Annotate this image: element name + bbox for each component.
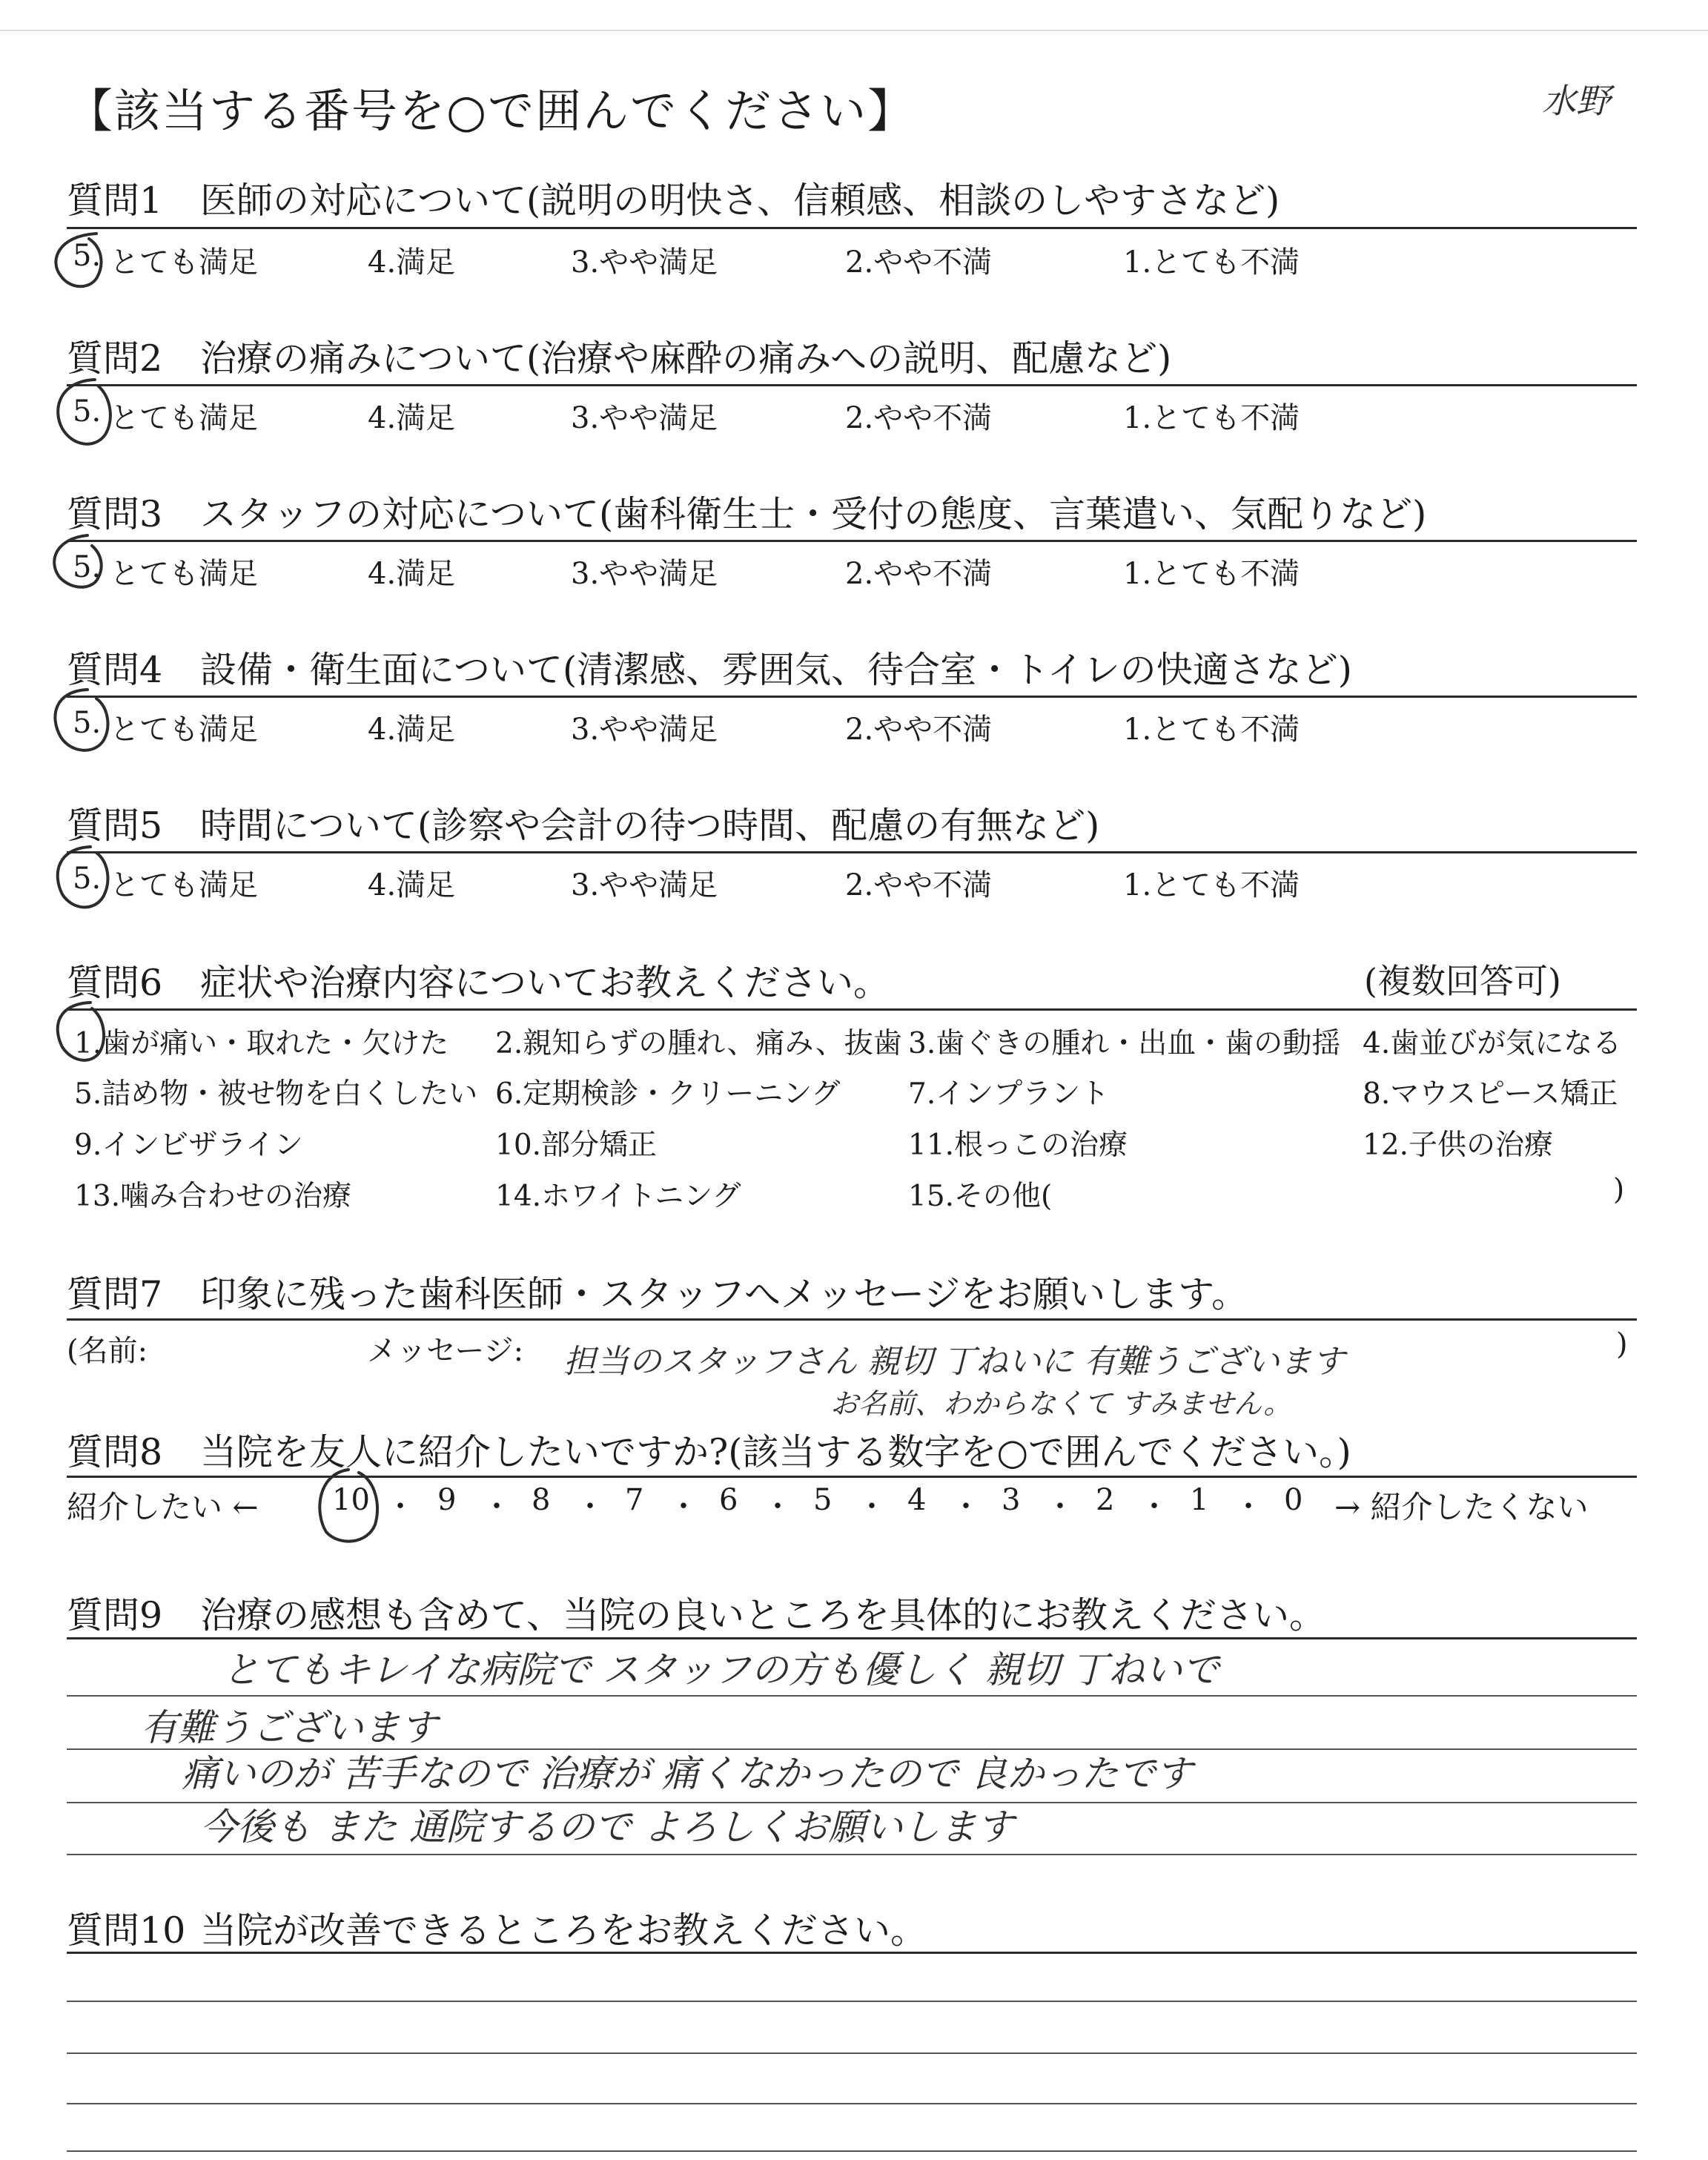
question-7 bbox=[67, 1266, 1248, 1318]
q6-item-8[interactable]: 8.マウスピース矯正 bbox=[1363, 1077, 1618, 1111]
question-6-text: 症状や治療内容についてお教えください。 bbox=[200, 962, 890, 1004]
q9-handwritten-line-3: 痛いのが 苦手なので 治療が 痛くなかったので 良かったです bbox=[182, 1752, 1193, 1795]
q8-separator: ・ bbox=[575, 1490, 605, 1524]
question-10-rule bbox=[67, 1952, 1637, 1954]
option-5-label[interactable]: とても満足 bbox=[110, 868, 258, 902]
question-6 bbox=[67, 954, 890, 1006]
q6-item-14[interactable]: 14.ホワイトニング bbox=[495, 1180, 741, 1213]
question-4-text: 設備・衛生面について(清潔感、雰囲気、待合室・トイレの快適さなど) bbox=[200, 649, 1352, 691]
option-3[interactable]: 3.やや満足 bbox=[571, 557, 718, 591]
option-5-number[interactable]: 5. bbox=[73, 550, 102, 584]
option-3[interactable]: 3.やや満足 bbox=[571, 245, 718, 280]
question-3 bbox=[67, 486, 1426, 538]
q8-separator: ・ bbox=[1045, 1490, 1075, 1524]
question-5 bbox=[67, 797, 1099, 849]
option-5-number[interactable]: 5. bbox=[73, 394, 102, 429]
q8-score-4[interactable]: 4 bbox=[907, 1483, 927, 1517]
q6-item-9[interactable]: 9.インビザライン bbox=[74, 1129, 304, 1162]
respondent-name-handwritten: 水野 bbox=[1542, 81, 1610, 121]
q6-item-3[interactable]: 3.歯ぐきの腫れ・出血・歯の動揺 bbox=[908, 1027, 1341, 1060]
question-2-number: 質問2 bbox=[67, 337, 163, 380]
option-4[interactable]: 4.満足 bbox=[368, 401, 456, 435]
question-6-note: (複数回答可) bbox=[1364, 961, 1561, 1001]
q6-item-10[interactable]: 10.部分矯正 bbox=[495, 1129, 658, 1162]
question-7-number: 質問7 bbox=[67, 1273, 163, 1315]
answer-line bbox=[67, 1854, 1637, 1855]
q6-item-6[interactable]: 6.定期検診・クリーニング bbox=[495, 1077, 841, 1111]
question-9-text: 治療の感想も含めて、当院の良いところを具体的にお教えください。 bbox=[200, 1594, 1326, 1636]
question-5-number: 質問5 bbox=[67, 805, 163, 847]
option-5-number[interactable]: 5. bbox=[73, 706, 102, 740]
question-1-rule bbox=[67, 227, 1637, 229]
option-2[interactable]: 2.やや不満 bbox=[845, 245, 993, 280]
option-3[interactable]: 3.やや満足 bbox=[571, 401, 718, 435]
question-6-number: 質問6 bbox=[67, 962, 163, 1004]
question-5-rule bbox=[67, 851, 1637, 853]
q8-score-5[interactable]: 5 bbox=[813, 1483, 833, 1517]
option-4[interactable]: 4.満足 bbox=[368, 557, 456, 591]
answer-line bbox=[67, 2001, 1637, 2002]
q6-item-2[interactable]: 2.親知らずの腫れ、痛み、抜歯 bbox=[495, 1027, 902, 1060]
question-10-number: 質問10 bbox=[67, 1909, 186, 1952]
question-3-text: スタッフの対応について(歯科衛生士・受付の態度、言葉遣い、気配りなど) bbox=[200, 493, 1427, 535]
question-2-rule bbox=[67, 384, 1637, 386]
q8-separator: ・ bbox=[951, 1490, 981, 1524]
answer-line bbox=[67, 2052, 1637, 2054]
question-10 bbox=[67, 1902, 927, 1954]
option-2[interactable]: 2.やや不満 bbox=[845, 557, 993, 591]
q6-item-15-close: ) bbox=[1613, 1173, 1625, 1206]
q8-score-2[interactable]: 2 bbox=[1096, 1483, 1115, 1517]
q8-score-6[interactable]: 6 bbox=[719, 1483, 738, 1517]
option-2[interactable]: 2.やや不満 bbox=[845, 401, 993, 435]
option-4[interactable]: 4.満足 bbox=[368, 245, 456, 280]
question-7-rule bbox=[67, 1318, 1637, 1321]
question-4-rule bbox=[67, 696, 1637, 698]
question-1 bbox=[67, 172, 1280, 224]
q7-message-handwritten-1: 担当のスタッフさん 親切 丁ねいに 有難うございます bbox=[563, 1343, 1345, 1381]
q6-item-7[interactable]: 7.インプラント bbox=[908, 1077, 1110, 1111]
q9-handwritten-line-1: とてもキレイな病院で スタッフの方も優しく 親切 丁ねいで bbox=[222, 1648, 1219, 1691]
q9-handwritten-line-4: 今後も また 通院するので よろしくお願いします bbox=[200, 1806, 1014, 1849]
question-9-number: 質問9 bbox=[67, 1594, 163, 1636]
option-5-label[interactable]: とても満足 bbox=[110, 713, 258, 747]
q8-score-1[interactable]: 1 bbox=[1190, 1483, 1209, 1517]
q7-close-paren: ) bbox=[1616, 1327, 1628, 1361]
option-1[interactable]: 1.とても不満 bbox=[1123, 713, 1300, 747]
q6-item-4[interactable]: 4.歯並びが気になる bbox=[1363, 1027, 1622, 1060]
question-2-text: 治療の痛みについて(治療や麻酔の痛みへの説明、配慮など) bbox=[200, 337, 1172, 380]
question-8-number: 質問8 bbox=[67, 1431, 163, 1473]
option-2[interactable]: 2.やや不満 bbox=[845, 868, 993, 902]
option-5-number[interactable]: 5. bbox=[73, 862, 102, 896]
question-10-text: 当院が改善できるところをお教えください。 bbox=[200, 1909, 927, 1952]
q8-separator: ・ bbox=[1234, 1490, 1263, 1524]
q9-handwritten-line-2: 有難うございます bbox=[141, 1706, 437, 1749]
option-4[interactable]: 4.満足 bbox=[368, 713, 456, 747]
q8-separator: ・ bbox=[385, 1490, 415, 1524]
option-5-label[interactable]: とても満足 bbox=[110, 557, 258, 591]
option-5-label[interactable]: とても満足 bbox=[110, 245, 258, 280]
question-8-text: 当院を友人に紹介したいですか?(該当する数字を○で囲んでください。) bbox=[200, 1431, 1351, 1473]
question-7-text: 印象に残った歯科医師・スタッフへメッセージをお願いします。 bbox=[200, 1273, 1248, 1315]
option-1[interactable]: 1.とても不満 bbox=[1123, 401, 1300, 435]
q8-separator: ・ bbox=[482, 1490, 512, 1524]
question-9-rule bbox=[67, 1637, 1637, 1639]
q8-separator: ・ bbox=[857, 1490, 887, 1524]
question-4-number: 質問4 bbox=[67, 649, 163, 691]
option-4[interactable]: 4.満足 bbox=[368, 868, 456, 902]
question-8-rule bbox=[67, 1476, 1637, 1478]
q8-score-3[interactable]: 3 bbox=[1002, 1483, 1021, 1517]
q7-message-label: メッセージ: bbox=[367, 1334, 524, 1368]
option-1[interactable]: 1.とても不満 bbox=[1123, 557, 1300, 591]
q8-right-label: → 紹介したくない bbox=[1334, 1489, 1589, 1525]
option-1[interactable]: 1.とても不満 bbox=[1123, 245, 1300, 280]
q8-score-10[interactable]: 10 bbox=[332, 1483, 370, 1517]
option-5-number[interactable]: 5. bbox=[73, 239, 102, 273]
answer-line bbox=[67, 2150, 1637, 2152]
q8-separator: ・ bbox=[1139, 1490, 1169, 1524]
q7-name-label: (名前: bbox=[67, 1334, 148, 1368]
q8-score-0[interactable]: 0 bbox=[1284, 1483, 1303, 1517]
q8-separator: ・ bbox=[669, 1490, 698, 1524]
option-3[interactable]: 3.やや満足 bbox=[571, 868, 718, 902]
question-8 bbox=[67, 1424, 1351, 1476]
q6-item-15[interactable]: 15.その他( bbox=[908, 1180, 1053, 1213]
scan-top-edge bbox=[0, 30, 1708, 31]
option-3[interactable]: 3.やや満足 bbox=[571, 713, 718, 747]
q8-score-9[interactable]: 9 bbox=[437, 1483, 457, 1517]
option-2[interactable]: 2.やや不満 bbox=[845, 713, 993, 747]
question-6-rule bbox=[67, 1008, 1637, 1011]
q8-score-7[interactable]: 7 bbox=[625, 1483, 644, 1517]
question-3-rule bbox=[67, 540, 1637, 542]
q8-separator: ・ bbox=[763, 1490, 792, 1524]
question-3-number: 質問3 bbox=[67, 493, 163, 535]
q6-item-13[interactable]: 13.噛み合わせの治療 bbox=[74, 1180, 352, 1213]
question-2 bbox=[67, 330, 1171, 382]
question-5-text: 時間について(診察や会計の待つ時間、配慮の有無など) bbox=[200, 805, 1100, 847]
q7-message-handwritten-2: お名前、わからなくて すみません。 bbox=[830, 1387, 1292, 1420]
answer-line bbox=[67, 2103, 1637, 2104]
q6-item-1[interactable]: 1.歯が痛い・取れた・欠けた bbox=[74, 1027, 449, 1060]
q8-score-8[interactable]: 8 bbox=[532, 1483, 551, 1517]
q6-item-5[interactable]: 5.詰め物・被せ物を白くしたい bbox=[74, 1077, 478, 1111]
question-4 bbox=[67, 641, 1352, 693]
q6-item-12[interactable]: 12.子供の治療 bbox=[1363, 1129, 1554, 1162]
question-9 bbox=[67, 1587, 1325, 1639]
question-1-text: 医師の対応について(説明の明快さ、信頼感、相談のしやすさなど) bbox=[200, 179, 1280, 222]
answer-line bbox=[67, 1695, 1637, 1697]
question-1-number: 質問1 bbox=[67, 179, 163, 222]
q6-item-11[interactable]: 11.根っこの治療 bbox=[908, 1129, 1128, 1162]
option-1[interactable]: 1.とても不満 bbox=[1123, 868, 1300, 902]
option-5-label[interactable]: とても満足 bbox=[110, 401, 258, 435]
q8-left-label: 紹介したい ← bbox=[67, 1489, 259, 1525]
page-title: 【該当する番号を○で囲んでください】 bbox=[67, 84, 916, 138]
